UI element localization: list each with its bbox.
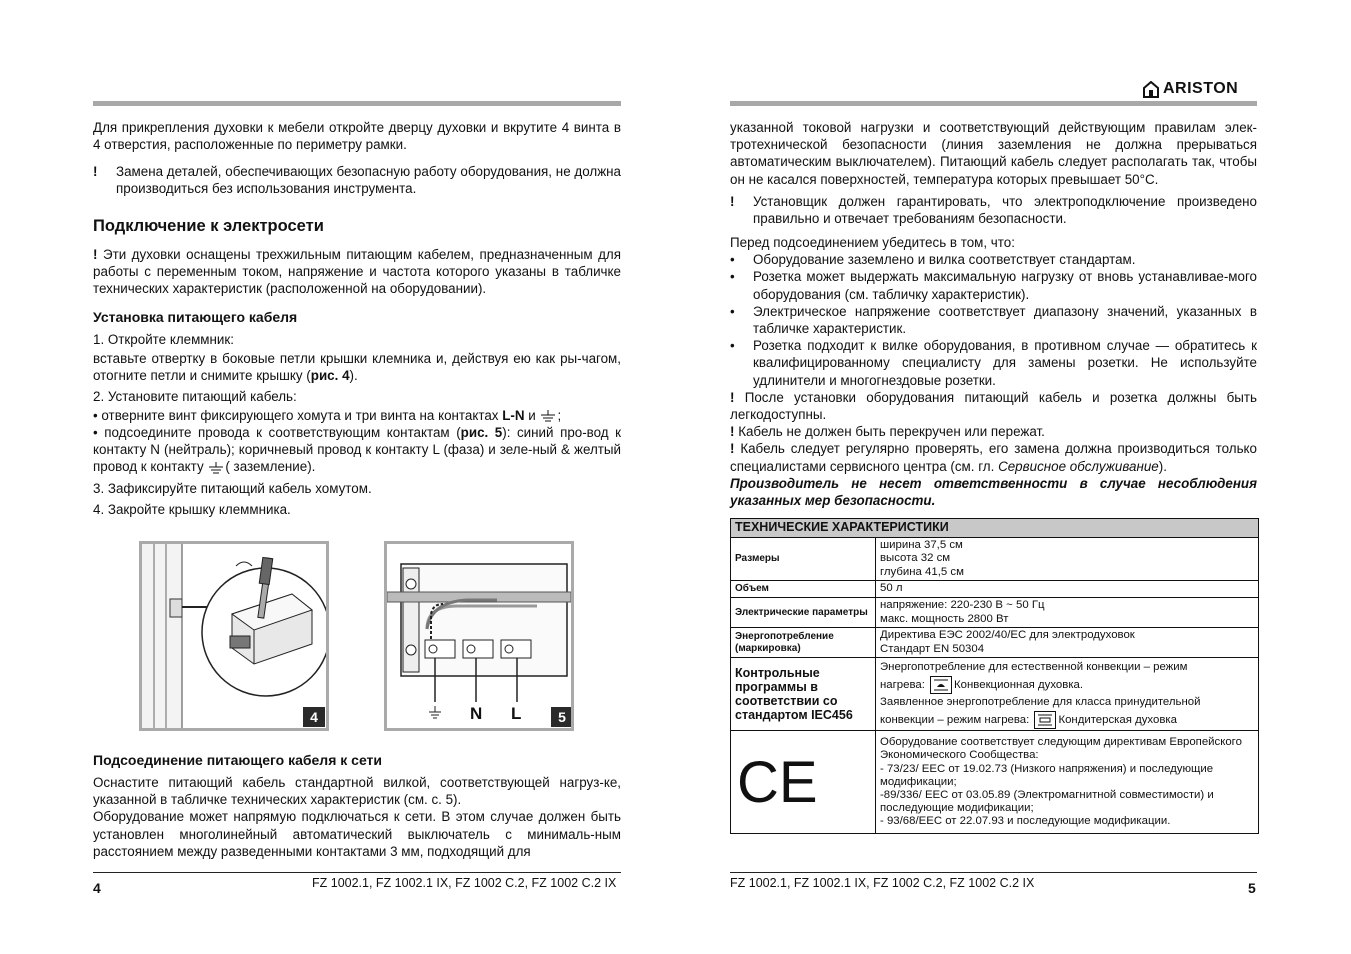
terminal-wiring-illustration <box>387 544 571 728</box>
checklist-item: • Электрическое напряжение соответствует диапазону значений, указанных в табличке характеристик. <box>730 303 1257 337</box>
table-row: Контрольные программы в соответствии со стандартом IEC456 Энергопотребление для естественной конвекции – режим нагрева: Конвекционная духовка. Заявленное энергопотребление для класса принудительной конвекции – режим нагрева: Кондитерская духовка <box>731 658 1259 731</box>
ground-icon <box>207 462 225 474</box>
table-row: Объем 50 л <box>731 581 1259 598</box>
table-row: Энергопотребление (маркировка) Директива ЕЭС 2002/40/ЕС для электродуховок Стандарт EN 50304 <box>731 628 1259 658</box>
checklist-item: • Оборудование заземлено и вилка соответствует стандартам. <box>730 252 1136 268</box>
intro-paragraph: Для прикрепления духовки к мебели откройте дверцу духовки и вкрутите 4 винта в 4 отверстия, расположенные по периметру рамки. <box>93 120 621 153</box>
section-intro: ! Эти духовки оснащены трехжильным питающим кабелем, предназначенным для работы с переменным током, напряжение и частота которого указаны в табличке технических характеристик (расположенной на оборудовании). <box>93 247 621 297</box>
convection-oven-icon <box>930 676 952 694</box>
ariston-house-icon <box>1143 81 1159 98</box>
spec-header: ТЕХНИЧЕСКИЕ ХАРАКТЕРИСТИКИ <box>731 519 1259 538</box>
note-3: ! Кабель следует регулярно проверять, его замена должна производиться только специалистами сервисного центра (см. гл. Сервисное обслуживание). <box>730 441 1257 474</box>
top-rule-right <box>730 101 1257 106</box>
models-left: FZ 1002.1, FZ 1002.1 IX, FZ 1002 C.2, FZ 1002 C.2 IX <box>312 876 617 890</box>
step-1-text: вставьте отвертку в боковые петли крышки клемника и, действуя ею как ры-чагом, отогните петли и снимите крышку (рис. 4). <box>93 351 621 384</box>
ce-mark: CE <box>731 731 876 834</box>
install-cable-title: Установка питающего кабеля <box>93 309 298 325</box>
connect-title: Подсоединение питающего кабеля к сети <box>93 752 383 768</box>
fig5-label-n: N <box>470 704 483 723</box>
checklist <box>730 234 1257 509</box>
warning-parts: ! Замена деталей, обеспечивающих безопасную работу оборудования, не должна производиться без использования инструмента. <box>93 164 621 197</box>
terminal-cover-illustration <box>142 544 326 728</box>
fig5-label-l: L <box>511 704 522 723</box>
install-steps <box>93 331 621 518</box>
checklist-item: • Розетка может выдержать максимальную нагрузку от вновь устанавливае-мого оборудования (см. табличку характеристик). <box>730 269 1257 302</box>
section-title-electric: Подключение к электросети <box>93 217 324 235</box>
bullet-2: • подсоедините провода к соответствующим контактам (рис. 5): синий про-вод к контакту N (нейтраль); коричневый провод к контакту L (фаза) и зеле-ный & желтый провод к контакту ( заземление). <box>93 425 622 475</box>
bullet-1: • отверните винт фиксирующего хомута и три винта на контактах L-N и ; <box>93 407 562 423</box>
step-3: 3. Зафиксируйте питающий кабель хомутом. <box>93 480 372 496</box>
page-number-right: 5 <box>1248 880 1256 896</box>
step-1: 1. Откройте клеммник: <box>93 332 234 347</box>
installer-warning: ! Установщик должен гарантировать, что электроподключение произведено правильно и отвечает требованиям безопасности. <box>730 194 1257 227</box>
connect-paragraph: Оснастите питающий кабель стандартной вилкой, соответствующей нагруз-ке, указанной в табличке технических характеристик (см. с. 5). Оборудование может напрямую подключаться к сети. В этом случае должен быть установлен многолинейный автоматический выключатель с минималь-ным расстоянием между разведенными контактами 3 мм, подходящий для <box>93 775 621 859</box>
footer-rule-left <box>93 872 621 873</box>
step-2: 2. Установите питающий кабель: <box>93 388 297 404</box>
figure-4-number: 4 <box>303 707 325 727</box>
disclaimer: Производитель не несет ответственности в случае несоблюдения указанных мер безопасности. <box>730 475 1257 509</box>
figure-5 <box>384 541 574 731</box>
pastry-oven-icon <box>1034 711 1056 729</box>
table-row: CE Оборудование соответствует следующим директивам Европейского Экономического Сообщества: - 73/23/ ЕЕС от 19.02.73 (Низкого напряжения) и последующие модификации; -89/336/ ЕЕС от 03.05.89 (Электромагнитной совместимости) и последующие модификации; - 93/68/ЕЕС от 22.07.93 и последующие модификации. <box>731 731 1259 834</box>
figure-4 <box>139 541 329 731</box>
checklist-intro: Перед подсоединением убедитесь в том, что: <box>730 235 1015 250</box>
footer-rule-right <box>730 872 1257 873</box>
note-1: ! После установки оборудования питающий кабель и розетка должны быть легкодоступны. <box>730 389 1257 423</box>
models-right: FZ 1002.1, FZ 1002.1 IX, FZ 1002 C.2, FZ 1002 C.2 IX <box>730 876 1035 890</box>
table-row: Размеры ширина 37,5 см высота 32 см глубина 41,5 см <box>731 537 1259 581</box>
ground-icon <box>539 410 557 422</box>
top-rule-left <box>93 101 621 106</box>
brand-logo: ARISTON <box>1143 80 1238 98</box>
page-number-left: 4 <box>93 880 101 896</box>
table-row: Электрические параметры напряжение: 220-230 В ~ 50 Гц макс. мощность 2800 Вт <box>731 597 1259 627</box>
checklist-item: • Розетка подходит к вилке оборудования, в противном случае — обратитесь к квалифицированному специалисту для замены розетки. Не используйте удлинители и многогнездовые розетки. <box>730 338 1257 388</box>
step-4: 4. Закройте крышку клеммника. <box>93 501 291 517</box>
spec-table <box>730 518 1259 834</box>
note-2: ! Кабель не должен быть перекручен или пережат. <box>730 424 1045 440</box>
figure-5-number: 5 <box>551 707 573 727</box>
continued-paragraph: указанной токовой нагрузки и соответствующий действующим правилам элек-тротехнической безопасности (линия заземления не должна прерываться автоматическим выключателем). Питающий кабель следует располагать так, чтобы он не касался поверхностей, температура которых превышает 50°C. <box>730 120 1257 187</box>
